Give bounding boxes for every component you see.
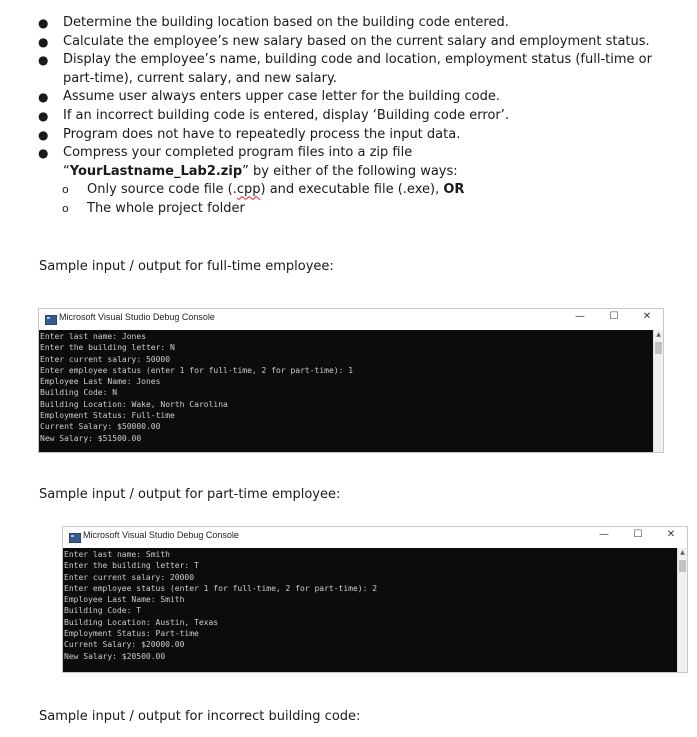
minimize-icon[interactable]: — bbox=[575, 311, 585, 322]
console-window-parttime bbox=[62, 526, 688, 673]
console-line: Building Location: Wake, North Carolina bbox=[40, 399, 228, 409]
console-titlebar bbox=[63, 527, 687, 547]
maximize-icon[interactable]: ☐ bbox=[633, 529, 643, 540]
console-line: Employment Status: Full-time bbox=[40, 411, 175, 421]
close-icon[interactable]: ✕ bbox=[666, 529, 676, 540]
console-line: Current Salary: $20000.00 bbox=[64, 640, 185, 650]
console-line: Enter last name: Jones bbox=[40, 332, 146, 341]
scroll-up-icon[interactable]: ▲ bbox=[656, 331, 661, 338]
console-line: Building Code: T bbox=[64, 606, 142, 616]
console-app-icon bbox=[45, 315, 57, 325]
caption-parttime: Sample input / output for part-time employee: bbox=[39, 487, 341, 502]
console-line: Enter last name: Smith bbox=[64, 550, 170, 559]
console-line: New Salary: $51500.00 bbox=[40, 433, 142, 443]
zip-filename: YourLastname_Lab2.zip bbox=[69, 163, 243, 179]
minimize-icon[interactable]: — bbox=[599, 529, 609, 540]
or-keyword: OR bbox=[443, 182, 465, 198]
scroll-up-icon[interactable]: ▲ bbox=[680, 549, 685, 556]
console-line: Building Location: Austin, Texas bbox=[64, 617, 219, 627]
console-line: Building Code: N bbox=[40, 388, 118, 398]
sub-list-item: o Only source code file (.cpp) and executable file (.exe), OR bbox=[0, 181, 697, 200]
console-line: Enter the building letter: T bbox=[64, 561, 199, 571]
maximize-icon[interactable]: ☐ bbox=[609, 311, 619, 322]
console-scrollbar[interactable] bbox=[653, 330, 663, 452]
console-output bbox=[63, 548, 678, 672]
console-titlebar bbox=[39, 309, 663, 329]
console-output bbox=[39, 330, 654, 452]
console-line: Employment Status: Part-time bbox=[64, 629, 199, 639]
console-line: Employee Last Name: Smith bbox=[64, 595, 185, 605]
console-title: Microsoft Visual Studio Debug Console bbox=[83, 530, 239, 540]
circle-bullet-icon: o bbox=[62, 201, 69, 215]
scroll-thumb[interactable] bbox=[655, 342, 662, 354]
zip-instruction: Compress your completed program files into a zip file bbox=[63, 145, 413, 161]
console-line: Enter current salary: 50000 bbox=[40, 354, 171, 364]
console-line: Employee Last Name: Jones bbox=[40, 377, 161, 387]
console-line: Enter the building letter: N bbox=[40, 343, 175, 353]
console-window-fulltime bbox=[38, 308, 664, 453]
console-line: Enter employee status (enter 1 for full-time, 2 for part-time): 1 bbox=[40, 365, 354, 375]
scroll-thumb[interactable] bbox=[679, 560, 686, 572]
list-item: ● Assume user always enters upper case letter for the building code. bbox=[0, 88, 697, 107]
console-line: Current Salary: $50000.00 bbox=[40, 422, 161, 432]
list-item: ● If an incorrect building code is entered, display ‘Building code error’. bbox=[0, 107, 697, 126]
list-item: ● Determine the building location based on the building code entered. bbox=[0, 14, 697, 33]
console-title: Microsoft Visual Studio Debug Console bbox=[59, 312, 215, 322]
bullet-icon: ● bbox=[38, 34, 49, 49]
list-item: ● Program does not have to repeatedly process the input data. bbox=[0, 126, 697, 145]
list-item bbox=[0, 144, 697, 181]
console-app-icon bbox=[69, 533, 81, 543]
bullet-icon: ● bbox=[38, 53, 49, 68]
console-line: Enter current salary: 20000 bbox=[64, 572, 195, 582]
caption-incorrect: Sample input / output for incorrect building code: bbox=[39, 709, 361, 724]
caption-fulltime: Sample input / output for full-time employee: bbox=[39, 259, 334, 274]
console-scrollbar[interactable] bbox=[677, 548, 687, 672]
bullet-icon: ● bbox=[38, 16, 49, 30]
bullet-icon: ● bbox=[38, 108, 49, 123]
quote-open: “ bbox=[63, 163, 70, 179]
bullet-icon: ● bbox=[38, 146, 49, 161]
requirements-list bbox=[0, 14, 697, 219]
bullet-icon: ● bbox=[38, 90, 49, 105]
close-icon[interactable]: ✕ bbox=[642, 311, 652, 322]
bullet-icon: ● bbox=[38, 127, 49, 142]
spellcheck-word: cpp bbox=[236, 182, 261, 198]
sub-list-item: o The whole project folder bbox=[0, 200, 697, 219]
list-item: ● Display the employee’s name, building code and location, employment status (full-time or part-time), current salary, and new salary. bbox=[38, 52, 652, 86]
console-line: New Salary: $20500.00 bbox=[64, 651, 166, 661]
circle-bullet-icon: o bbox=[62, 183, 69, 197]
console-line: Enter employee status (enter 1 for full-time, 2 for part-time): 2 bbox=[64, 583, 378, 593]
list-item: ● Calculate the employee’s new salary based on the current salary and employment status. bbox=[0, 33, 697, 52]
zip-instruction-end: ” by either of the following ways: bbox=[242, 163, 458, 179]
